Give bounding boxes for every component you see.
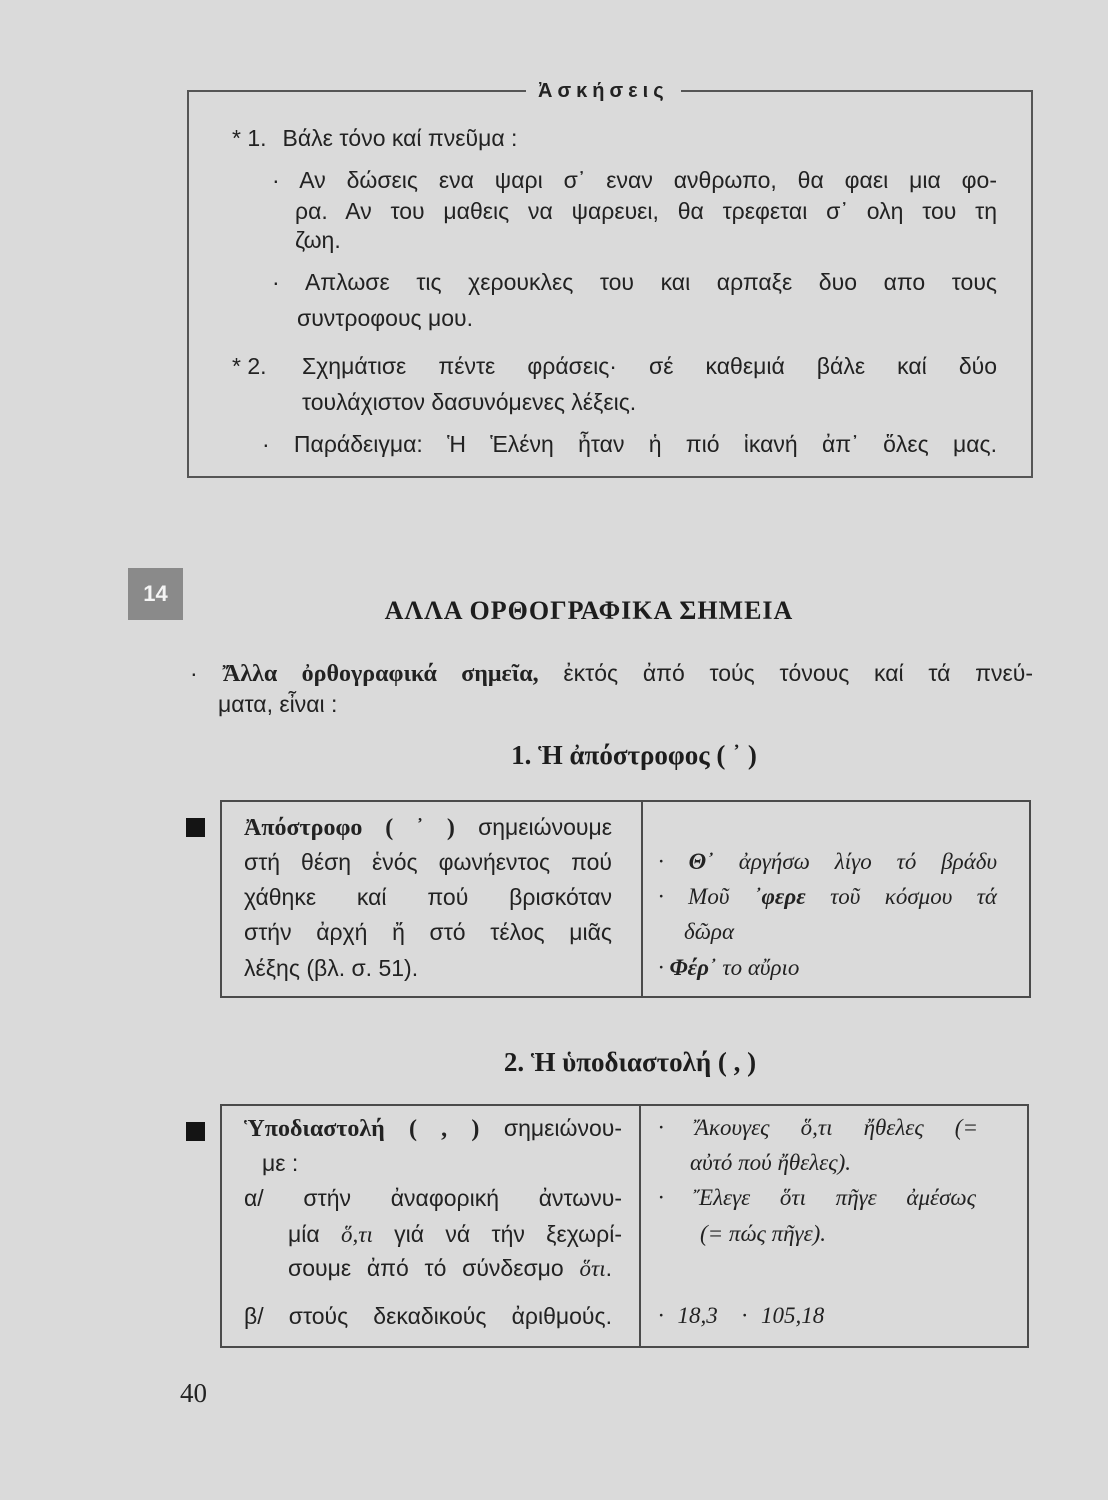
hypodiastole-example-1-line-1: · Ἄκουγες ὅ,τι ἤθελες (=	[658, 1115, 978, 1140]
apostrophe-example-1-bold: Θ᾽	[688, 849, 714, 874]
bullet: ·	[658, 1303, 664, 1328]
section-intro-rest: ἐκτός ἀπό τούς τόνους καί τά πνεύ-	[563, 660, 1033, 686]
apostrophe-example-3	[658, 954, 799, 982]
hypodiastole-term: Ὑποδιαστολή ( , )	[244, 1116, 480, 1142]
apostrophe-heading: 1. Ἡ ἀπόστροφος ( ᾽ )	[511, 740, 757, 770]
page-number: 40	[180, 1378, 207, 1408]
hypodiastole-rule-a-text: σουμε ἀπό τό σύνδεσμο	[288, 1255, 564, 1281]
exercise-1-example-2-line-2: συντροφους μου.	[297, 305, 474, 331]
table-column-divider	[639, 1106, 641, 1346]
apostrophe-definition-line-5: λέξης (βλ. σ. 51).	[244, 955, 419, 981]
exercise-1-example-1-line-1: · Αν δώσεις ενα ψαρι σ᾽ εναν ανθρωπο, θα φαει μια φο-	[272, 167, 997, 193]
apostrophe-definition-text: σημειώνουμε	[478, 814, 612, 840]
apostrophe-definition-line-2: στή θέση ἑνός φωνήεντος πού	[244, 849, 612, 875]
exercise-2-example: · Παράδειγμα: Ἡ Ἑλένη ἦταν ἡ πιό ἱκανή ἀπ᾽ ὅλες μας.	[262, 431, 997, 457]
bullet: ·	[741, 1303, 748, 1328]
bullet: ·	[658, 955, 664, 980]
hypodiastole-example-2-line-1: · Ἔλεγε ὅτι πῆγε ἀμέσως	[658, 1185, 976, 1210]
exercise-1-instruction-line	[232, 124, 517, 152]
exercise-box-title: Ἀσκήσεις	[526, 77, 681, 105]
bullet: ·	[658, 849, 664, 874]
section-title: ΑΛΛΑ ΟΡΘΟΓΡΑΦΙΚΑ ΣΗΜΕΙΑ	[384, 596, 794, 625]
section-number-badge: 14	[128, 568, 183, 620]
bullet: ·	[190, 660, 198, 686]
hypodiastole-rule-a-italic: ὅτι	[579, 1256, 606, 1281]
section-intro-line-2: ματα, εἶναι :	[218, 691, 338, 717]
hypodiastole-rule-a-line-1: α/ στήν ἀναφορική ἀντωνυ-	[244, 1185, 622, 1211]
hypodiastole-heading: 2. Ἡ ὑποδιαστολή ( , )	[503, 1047, 757, 1077]
section-intro-line-1	[190, 659, 1033, 688]
apostrophe-example-3-bold: Φέρ᾽	[669, 955, 717, 980]
apostrophe-definition-line-3: χάθηκε καί πού βρισκόταν	[244, 884, 612, 910]
decimal-number: 105,18	[761, 1303, 825, 1328]
hypodiastole-rule-a-period: .	[605, 1255, 612, 1281]
hypodiastole-rule-a-line-2	[288, 1220, 622, 1249]
hypodiastole-rule-a-italic: ὅ,τι	[340, 1222, 373, 1247]
table-column-divider	[641, 802, 643, 996]
exercise-2-instruction-line-2: τουλάχιστον δασυνόμενες λέξεις.	[302, 389, 637, 415]
hypodiastole-example-numbers	[658, 1302, 824, 1330]
apostrophe-example-2-continued: δῶρα	[684, 919, 735, 944]
exercise-1-example-1-line-3: ζωη.	[295, 227, 341, 253]
square-bullet	[186, 818, 205, 837]
apostrophe-term: Ἀπόστροφο ( ᾽ )	[244, 815, 455, 841]
hypodiastole-rule-a-text: γιά νά τήν ξεχωρί-	[394, 1221, 622, 1247]
exercise-1-example-2-line-1: · Απλωσε τις χερουκλες του και αρπαξε δυο απο τους	[272, 269, 997, 295]
apostrophe-example-2	[658, 883, 997, 911]
hypodiastole-rule-a-text: μία	[288, 1221, 320, 1247]
hypodiastole-rule-a-line-3	[288, 1254, 612, 1283]
hypodiastole-definition-line-2: με :	[262, 1150, 299, 1176]
apostrophe-definition-line-4: στήν ἀρχή ἤ στό τέλος μιᾶς	[244, 919, 612, 945]
apostrophe-example-2-text: τοῦ κόσμου τά	[830, 884, 997, 909]
hypodiastole-definition-line-1	[244, 1114, 622, 1143]
hypodiastole-definition-text: σημειώνου-	[503, 1115, 623, 1141]
apostrophe-example-1-text: ἀργήσω λίγο τό βράδυ	[738, 849, 998, 874]
exercise-2-marker: * 2.	[232, 353, 267, 379]
exercise-1-example-1-line-2: ρα. Αν του μαθεις να ψαρευει, θα τρεφεται σ᾽ ολη του τη	[295, 198, 997, 224]
apostrophe-example-1	[658, 848, 997, 876]
decimal-number: 18,3	[677, 1303, 718, 1328]
apostrophe-example-2-pre: · Μοῦ	[658, 884, 730, 909]
exercise-1-instruction: Βάλε τόνο καί πνεῦμα :	[282, 125, 518, 151]
exercise-1-marker: * 1.	[232, 125, 267, 151]
section-intro-bold: Ἄλλα ὀρθογραφικά σημεῖα,	[222, 661, 539, 687]
exercise-2-instruction-line-1: Σχημάτισε πέντε φράσεις· σέ καθεμιά βάλε καί δύο	[302, 353, 997, 379]
hypodiastole-rule-b: β/ στούς δεκαδικούς ἀριθμούς.	[244, 1303, 612, 1329]
square-bullet	[186, 1122, 205, 1141]
hypodiastole-example-2-line-2: (= πώς πῆγε).	[700, 1221, 827, 1246]
apostrophe-example-3-text: το αὔριο	[722, 955, 800, 980]
hypodiastole-example-1-line-2: αὐτό πού ἤθελες).	[690, 1150, 851, 1175]
apostrophe-definition-line-1	[244, 813, 612, 842]
apostrophe-example-2-bold: ᾽φερε	[753, 884, 806, 909]
